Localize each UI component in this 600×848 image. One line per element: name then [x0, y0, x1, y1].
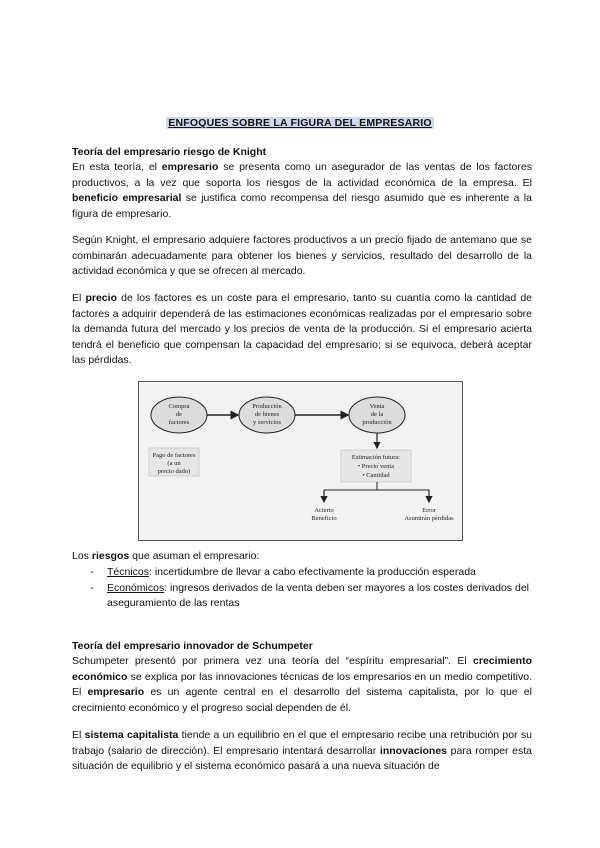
knight-diagram [138, 381, 463, 541]
box-left-line1: Pago de factores [152, 452, 196, 459]
node3-line1: Venta [369, 403, 385, 410]
node1-line3: factores [168, 419, 190, 426]
node3-line2: de la [370, 411, 384, 418]
box-right-line3: • Cantidad [362, 472, 390, 479]
knight-paragraph-3: El precio de los factores es un coste para el empresario, tanto su cuantía como la cantidad de factores a adquirir dependerá de las estimaciones económicas realizadas por el empresario sobre la demanda futura del mercado y los precios de venta de la producción. Si el empresario acierta tendrá el beneficio que compensan la capacidad del empresario; si se equivoca, deberá aceptar las pérdidas. [72, 292, 532, 367]
knight-heading: Teoría del empresario riesgo de Knight [72, 146, 267, 158]
box-left-line2: (a un [167, 460, 181, 467]
risks-intro: Los riesgos que asuman el empresario: [72, 550, 260, 562]
risks-list [72, 565, 532, 612]
node1-line1: Compra [168, 403, 190, 410]
schumpeter-heading: Teoría del empresario innovador de Schumpeter [72, 640, 313, 652]
document-title: ENFOQUES SOBRE LA FIGURA DEL EMPRESARIO [168, 117, 432, 129]
diagram-svg [139, 382, 462, 540]
schumpeter-paragraph-1: Schumpeter presentó por primera vez una teoría del “espíritu empresarial”. El crecimiento económico se explica por las innovaciones técnicas de los empresarios en un medio competitivo. El empresario es un agente central en el desarrollo del sistema capitalista, por lo que el crecimiento económico y el progreso social dependen de él. [72, 655, 532, 714]
out-right-line2: Asumirán pérdidas [404, 515, 454, 522]
knight-paragraph-1: En esta teoría, el empresario se presenta como un asegurador de las ventas de los factores productivos, a la vez que soporta los riesgos de la actividad económica de la empresa. El beneficio empresarial se justifica como recompensa del riesgo asumido que es inherente a la figura de empresario. [72, 161, 532, 220]
node1-line2: de [175, 411, 183, 418]
node2-line1: Producción [252, 403, 282, 410]
list-item: - Económicos: ingresos derivados de la venta deben ser mayores a los costes derivados del aseguramiento de las rentas [90, 581, 529, 610]
schumpeter-paragraph-2: El sistema capitalista tiende a un equilibrio en el que el empresario recibe una retribución por su trabajo (salario de dirección). El empresario intentará desarrollar innovaciones para romper esta situación de equilibrio y el sistema económico pasará a una nueva situación de [72, 729, 533, 773]
out-right-line1: Error [422, 507, 436, 514]
node3-line3: producción [362, 419, 392, 426]
out-left-line1: Acierto [314, 507, 334, 514]
node2-line2: de bienes [254, 411, 280, 418]
list-item: - Técnicos: incertidumbre de llevar a cabo efectivamente la producción esperada [90, 566, 476, 578]
out-left-line2: Beneficio [311, 515, 337, 522]
knight-paragraph-2: Según Knight, el empresario adquiere factores productivos a un precio fijado de antemano que se combinarán adecuadamente para obtener los bienes y servicios, resultado del desarrollo de la actividad económica y que se ofrecen al mercado. [72, 234, 532, 278]
box-right-line1: Estimación futura: [351, 454, 401, 461]
box-right-line2: • Precio venta [357, 463, 395, 470]
box-left-line3: precio dado) [157, 468, 191, 475]
node2-line3: y servicios [253, 419, 281, 426]
